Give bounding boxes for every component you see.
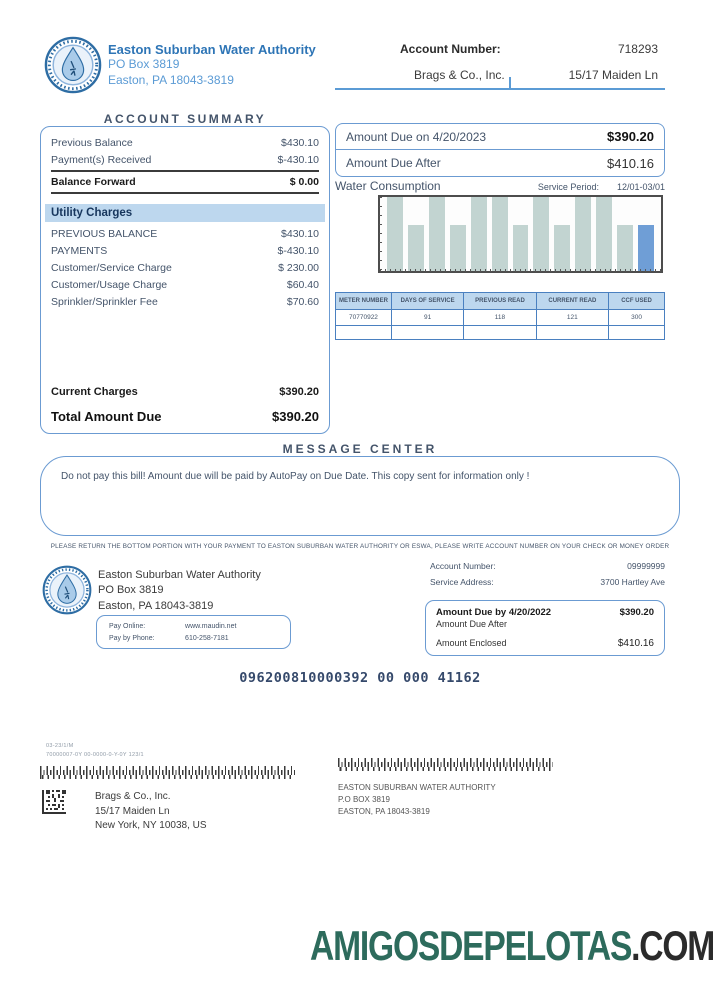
message-center-text: Do not pay this bill! Amount due will be paid by AutoPay on Due Date. This copy sent for information only ! (61, 471, 530, 482)
col-header-days-of-service: DAYS OF SERVICE (391, 293, 463, 310)
row-label: Amount Due on 4/20/2023 (346, 129, 487, 144)
header-divider (335, 88, 665, 90)
account-number-value: 718293 (617, 42, 658, 56)
row-value: $-430.10 (277, 153, 319, 166)
summary-row-previous-balance (51, 134, 319, 151)
empty-cell (609, 326, 665, 340)
amount-enclosed-value: $410.16 (617, 638, 654, 649)
watermark-brand-tld: .COM (631, 922, 714, 969)
cell-current-read: 121 (536, 310, 608, 326)
service-period-label: Service Period: (537, 182, 599, 192)
cell-days-of-service: 91 (391, 310, 463, 326)
message-center-box (40, 456, 680, 536)
pay-phone-row (109, 633, 278, 645)
row-label: Sprinkler/Sprinkler Fee (51, 295, 158, 308)
col-header-meter-number: METER NUMBER (336, 293, 392, 310)
customer-name: Brags & Co., Inc. (414, 68, 505, 82)
sender-name: EASTON SUBURBAN WATER AUTHORITY (338, 783, 496, 792)
return-portion-notice: PLEASE RETURN THE BOTTOM PORTION WITH YOUR PAYMENT TO EASTON SUBURBAN WATER AUTHORITY OR ESWA, PLEASE WRITE ACCOUNT NUMBER ON YOUR CHECK OR MONEY ORDER (50, 543, 670, 550)
amount-enclosed-row (436, 638, 654, 649)
summary-row-payments-received (51, 151, 319, 168)
remit-issuer-address-block (98, 568, 261, 614)
account-summary-box (40, 126, 330, 434)
empty-cell (391, 326, 463, 340)
empty-cell (336, 326, 392, 340)
issuer-name: Easton Suburban Water Authority (108, 42, 316, 57)
microprint-line2: 70000007-0Y 00-0000-0-Y-0Y 123/1 (46, 752, 144, 759)
row-label: Customer/Service Charge (51, 261, 172, 274)
consumption-bar (471, 197, 487, 271)
remit-service-address-value: 3700 Hartley Ave (600, 577, 665, 587)
water-authority-logo-icon (44, 36, 102, 94)
watermark-brand-name: AMIGOSDEPELOTAS (309, 922, 632, 969)
pay-online-label: Pay Online: (109, 623, 146, 630)
row-label: Balance Forward (51, 176, 136, 188)
consumption-bar (492, 197, 508, 271)
consumption-bar (387, 197, 403, 271)
utility-row (51, 259, 319, 276)
utility-charges-header: Utility Charges (45, 204, 325, 222)
meter-table-wrap (335, 292, 665, 340)
amount-due-on-row (336, 124, 664, 150)
amount-due-by-label: Amount Due by 4/20/2022 (436, 607, 552, 618)
microprint-line1: 03-23/1/M (46, 743, 74, 749)
row-value: $ 0.00 (289, 176, 319, 188)
remit-service-address-row (430, 574, 665, 590)
customer-service-address: 15/17 Maiden Ln (568, 68, 658, 82)
amount-due-after-label: Amount Due After (436, 619, 508, 629)
row-value: $430.10 (281, 227, 319, 240)
amount-due-by-value: $390.20 (619, 607, 654, 618)
col-header-previous-read: PREVIOUS READ (464, 293, 536, 310)
intelligent-mail-barcode-icon (40, 766, 295, 779)
account-header-block (400, 42, 658, 82)
account-summary-title: ACCOUNT SUMMARY (103, 112, 267, 126)
row-label: Current Charges (51, 386, 138, 398)
col-header-ccf-used: CCF USED (609, 293, 665, 310)
issuer-addr-line2: Easton, PA 18043-3819 (108, 72, 234, 87)
sender-city: EASTON, PA 18043-3819 (338, 807, 430, 816)
recipient-name: Brags & Co., Inc. (95, 791, 171, 802)
row-value: $70.60 (286, 295, 319, 308)
microprint-block (46, 742, 144, 761)
cell-previous-read: 118 (464, 310, 536, 326)
remit-issuer-addr2: Easton, PA 18043-3819 (98, 599, 214, 612)
total-amount-due-row (51, 401, 319, 427)
issuer-address-block (108, 42, 316, 88)
remit-amount-box (425, 600, 665, 656)
amount-due-by-row (436, 607, 654, 618)
remit-issuer-addr1: PO Box 3819 (98, 584, 164, 597)
water-authority-logo-small-icon (42, 565, 92, 615)
consumption-bar (638, 225, 654, 271)
datamatrix-code-icon (42, 790, 66, 819)
amount-due-box (335, 123, 665, 177)
consumption-bar (575, 197, 591, 271)
ocr-scanline: 096200810000392 00 000 41162 (239, 670, 481, 686)
consumption-bar (533, 197, 549, 271)
row-value: $410.16 (607, 155, 654, 171)
cell-meter-number: 70770922 (336, 310, 392, 326)
consumption-title: Water Consumption (335, 179, 441, 193)
header-divider-tick (509, 77, 511, 89)
pay-phone-value: 610-258-7181 (185, 634, 229, 642)
empty-cell (464, 326, 536, 340)
recipient-city: New York, NY 10038, US (95, 820, 207, 831)
row-value: $60.40 (286, 278, 319, 291)
sender-address-block (338, 782, 496, 818)
amount-due-after-row (336, 150, 664, 176)
meter-table-empty-row (336, 326, 665, 340)
remit-account-number-value: 09999999 (627, 561, 665, 571)
row-label: PREVIOUS BALANCE (51, 227, 158, 240)
row-label: Amount Due After (346, 156, 441, 170)
pay-online-row (109, 621, 278, 633)
pay-phone-label: Pay by Phone: (109, 634, 155, 642)
recipient-street: 15/17 Maiden Ln (95, 805, 170, 817)
row-label: Customer/Usage Charge (51, 278, 168, 291)
remit-meta-block (430, 558, 665, 590)
message-center-title: MESSAGE CENTER (282, 442, 438, 456)
recipient-address-block (95, 790, 207, 834)
current-charges-row (51, 384, 319, 401)
utility-row (51, 293, 319, 310)
utility-row (51, 242, 319, 259)
row-value: $-430.10 (277, 244, 319, 257)
consumption-chart (378, 195, 663, 273)
row-value: $390.20 (607, 129, 654, 144)
consumption-bar (450, 225, 466, 271)
service-period-value: 12/01-03/01 (616, 182, 665, 192)
row-label: Payment(s) Received (51, 153, 152, 166)
row-label: PAYMENTS (51, 244, 108, 257)
consumption-bar (554, 225, 570, 271)
intelligent-mail-barcode-icon (338, 758, 553, 771)
row-value: $430.10 (281, 136, 319, 149)
amount-enclosed-label: Amount Enclosed (436, 638, 507, 648)
account-number-label: Account Number: (400, 42, 501, 56)
remit-service-address-label: Service Address: (430, 577, 494, 587)
pay-online-value: www.maudin.net (185, 623, 237, 630)
remit-account-number-row (430, 558, 665, 574)
row-label: Previous Balance (51, 136, 133, 149)
utility-row (51, 276, 319, 293)
row-value: $390.20 (279, 386, 319, 398)
remit-account-number-label: Account Number: (430, 561, 496, 571)
meter-table-data-row (336, 310, 665, 326)
col-header-current-read: CURRENT READ (536, 293, 608, 310)
row-value: $ 230.00 (278, 261, 319, 274)
remit-issuer-name: Easton Suburban Water Authority (98, 569, 261, 581)
empty-cell (536, 326, 608, 340)
consumption-bar (429, 197, 445, 271)
consumption-bar (513, 225, 529, 271)
consumption-header (335, 179, 665, 193)
row-value: $390.20 (272, 408, 319, 424)
watermark-brand (310, 922, 714, 970)
utility-row (51, 225, 319, 242)
summary-row-balance-forward (51, 170, 319, 194)
row-label: Total Amount Due (51, 408, 162, 424)
sender-street: P.O BOX 3819 (338, 795, 390, 804)
issuer-addr-line1: PO Box 3819 (108, 57, 180, 71)
consumption-bar (617, 225, 633, 271)
pay-options-box (96, 615, 291, 649)
consumption-bar (408, 225, 424, 271)
consumption-bar (596, 197, 612, 271)
meter-table-header-row (336, 293, 665, 310)
meter-table (335, 292, 665, 340)
cell-ccf-used: 300 (609, 310, 665, 326)
